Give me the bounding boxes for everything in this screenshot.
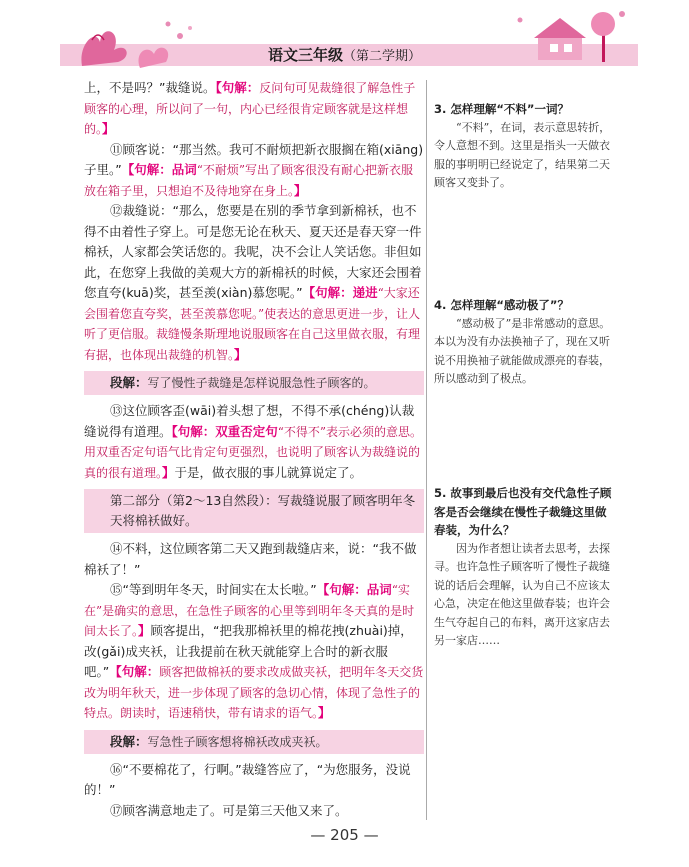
paragraph-group-4: [84, 760, 424, 822]
paragraph-p17: [84, 801, 424, 822]
annotation-label: 】: [234, 346, 247, 362]
question-text: 4. 怎样理解“感动极了”？: [434, 298, 569, 312]
annotation-label: 【句解：品词: [121, 162, 197, 177]
part-summary-text: 第二部分（第2～13自然段）：写裁缝说服了顾客明年冬天将棉袄做好。: [110, 493, 416, 528]
subtitle-text: （第二学期）: [343, 49, 422, 64]
part-summary: [84, 489, 424, 533]
paragraph-p15: [84, 580, 424, 724]
paragraph-p14: [84, 539, 424, 580]
annotation-label: 【句解：双重否定句: [171, 423, 278, 439]
summary-text: 写了慢性子裁缝是怎样说服急性子顾客的。: [147, 376, 376, 390]
question-text: 3. 怎样理解“不料”一词？: [434, 102, 569, 116]
paragraph-p11: [84, 140, 424, 202]
paragraph-p16: [84, 760, 424, 801]
side-question-5: [434, 484, 614, 651]
summary-label: 段解：: [110, 733, 148, 749]
body-text: ⑪顾客说：“那当然。我可不耐烦把新衣服搁在箱(xiāng)子里。”: [84, 141, 424, 177]
answer-text: 因为作者想让读者去思考，去探寻。也许急性子顾客听了慢性子裁缝说的话后会理解，认为自己不应该太心急，决定在他这里做春装；也许会生气夺起自己的布料，离开这家店去另一家店……: [434, 541, 610, 647]
body-text: ⑬这位顾客歪(wāi)着头想了想，不得不承(chéng)认裁缝说得有道理。: [84, 403, 415, 439]
body-text: 上，不是吗？”裁缝说。: [84, 80, 216, 95]
paragraph-group-3: [84, 539, 424, 724]
paragraph-p13: [84, 401, 424, 483]
page-title: [0, 44, 689, 66]
annotation-text: “不耐烦”写出了顾客很没有耐心把新衣服放在箱子里，只想迫不及待地穿在身上。: [84, 163, 414, 198]
side-question-3: [434, 100, 614, 193]
annotation-label: 【句解：: [109, 664, 160, 679]
annotation-label: 【句解：品词: [316, 582, 392, 597]
summary-label: 段解：: [110, 375, 148, 390]
annotation-text: 反问句可见裁缝很了解急性子顾客的心理，所以问了一句，内心已经很肯定顾客就是这样想的。: [84, 81, 416, 136]
body-text: ⑭不料，这位顾客第二天又跑到裁缝店来，说：“我不做棉袄了！”: [84, 541, 417, 577]
paragraph-summary-2: [84, 730, 424, 754]
answer-text: “感动极了”是非常感动的意思。本以为没有办法换袖子了，现在又听说不用换袖子就能做成漂亮的春装，所以感动到了极点。: [434, 316, 611, 385]
page-number: — 205 —: [310, 826, 379, 844]
annotation-label: 】: [162, 464, 175, 480]
question-text: 5. 故事到最后也没有交代急性子顾客是否会继续在慢性子裁缝这里做春装，为什么？: [434, 486, 612, 537]
body-text: 于是，做衣服的事儿就算说定了。: [174, 464, 363, 480]
annotation-label: 】: [138, 623, 151, 638]
annotation-label: 】: [318, 705, 331, 720]
annotation-label: 】: [102, 121, 115, 136]
annotation-text: “大家还会围着您直夸奖，甚至羡慕您呢。”使表达的意思更进一步，让人听了更信服。裁缝慢条斯理地说服顾客在自己这里做衣服，有理有据，也体现出裁缝的机智。: [84, 286, 421, 362]
title-text: 语文三年级: [267, 46, 343, 64]
annotation-text: 顾客把做棉袄的要求改成做夹袄，把明年冬天交货改为明年秋天，进一步体现了顾客的急切心情，体现了急性子的特点。朗读时，语速稍快，带有请求的语气。: [84, 665, 424, 720]
annotation-text: “实在”是确实的意思，在急性子顾客的心里等到明年冬天真的是时间太长了。: [84, 583, 415, 638]
body-text: ⑯“不要棉花了，行啊。”裁缝答应了，“为您服务，没说的！”: [84, 761, 411, 797]
annotation-label: 【句解：: [215, 80, 260, 95]
body-text: ⑮“等到明年冬天，时间实在太长啦。”: [110, 582, 317, 597]
paragraph-p0: [84, 78, 424, 140]
paragraph-p12: [84, 201, 424, 365]
body-text: ⑫裁缝说：“那么，您要是在别的季节拿到新棉袄，也不得不由着性子穿上。可是您无论在秋天、夏天还是春天穿一件棉袄，人家都会笑话您的。我呢，决不会让人笑话您。非但如此，在您穿上我做的美观大方的新棉袄的时候，大家还会围着您直夸(kuā)奖，甚至羡(xiàn)慕您呢。”: [84, 203, 422, 300]
annotation-label: 】: [294, 182, 307, 198]
paragraph-group-2: [84, 401, 424, 483]
side-question-4: [434, 296, 614, 389]
summary-text: 写急性子顾客想将棉袄改成夹袄。: [147, 734, 328, 749]
body-text: ⑰顾客满意地走了。可是第三天他又来了。: [110, 802, 348, 818]
page-header: [0, 0, 689, 80]
annotation-text: “不得不”表示必须的意思。用双重否定句语气比肯定句更强烈，也说明了顾客认为裁缝说的真的很有道理。: [84, 424, 423, 480]
paragraph-group-1: [84, 78, 424, 365]
paragraph-summary-1: [84, 371, 424, 395]
answer-text: “不料”，在词，表示意思转折，令人意想不到。这里是指头一天做衣服的事明明已经说定了，结果第二天顾客又变卦了。: [434, 120, 611, 189]
main-text-column: [84, 78, 424, 821]
body-text: 顾客提出，“把我那棉袄里的棉花拽(zhuài)掉，改(gǎi)成夹袄，让我提前在秋天就能穿上合时的新衣服吧。”: [84, 623, 413, 679]
annotation-label: 【句解：递进: [302, 285, 378, 300]
column-divider: [426, 80, 427, 820]
